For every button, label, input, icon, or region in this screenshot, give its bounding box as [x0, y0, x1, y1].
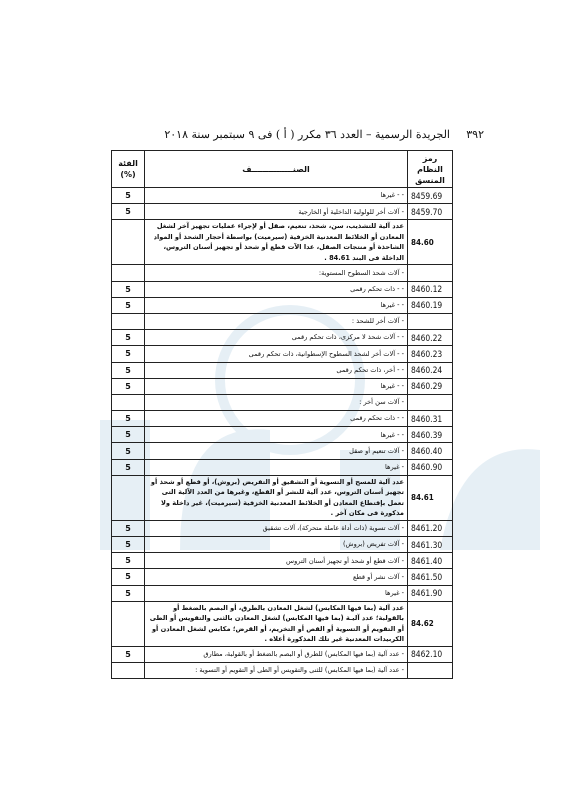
- hs-code-cell: 8460.23: [408, 346, 453, 362]
- table-row: [112, 520, 453, 536]
- hs-code-cell: [408, 662, 453, 678]
- hs-code-cell: 8460.19: [408, 297, 453, 313]
- rate-cell: 5: [112, 569, 145, 585]
- rate-cell: 5: [112, 188, 145, 204]
- rate-cell: 5: [112, 553, 145, 569]
- hs-code-cell: 8459.70: [408, 204, 453, 220]
- table-row: [112, 297, 453, 313]
- table-row: [112, 537, 453, 553]
- table-row: [112, 204, 453, 220]
- rate-cell: [112, 265, 145, 281]
- rate-cell: 5: [112, 427, 145, 443]
- rate-cell: 5: [112, 330, 145, 346]
- table-row: [112, 188, 453, 204]
- hs-code-cell: 84.60: [408, 220, 453, 265]
- hs-code-cell: 8460.12: [408, 281, 453, 297]
- hs-code-cell: 8460.22: [408, 330, 453, 346]
- hs-code-cell: [408, 265, 453, 281]
- description-cell: - آلات قطع أو شحذ أو تجهيز أسنان التروس: [145, 553, 408, 569]
- table-row: [112, 330, 453, 346]
- rate-cell: [112, 662, 145, 678]
- rate-cell: [112, 394, 145, 410]
- rate-cell: 5: [112, 378, 145, 394]
- hs-code-cell: 8460.40: [408, 443, 453, 459]
- hs-code-cell: 84.62: [408, 601, 453, 646]
- description-cell: - آلات شحذ السطوح المستوية:: [145, 265, 408, 281]
- column-header-code: رمز النظام المنسق: [408, 151, 453, 188]
- rate-cell: [112, 475, 145, 520]
- table-row: [112, 378, 453, 394]
- table-header-row: [112, 151, 453, 188]
- description-cell: - آلات تسوية (ذات أداة عاملة متحركة)، آلات تشقيق: [145, 520, 408, 536]
- hs-code-cell: 8462.10: [408, 646, 453, 662]
- description-cell: - غيرها: [145, 459, 408, 475]
- header-title: الجريدة الرسمية – العدد ٣٦ مكرر ( أ ) فى ٩ سبتمبر سنة ٢٠١٨: [164, 128, 450, 141]
- table-row: [112, 265, 453, 281]
- description-cell: عدد آلية للتشذيب، سن، شحذ، تنعيم، صقل أو لإجراء عمليات تجهيز آخر لشغل المعادن أو الخلائط المعدنية الخزفية (سيرميت) بواسطة أحجار الشحذ أو المواد الشاحذة أو منتجات الصقل، عدا الآت قطع أو شحذ أو تجهيز أسنان التروس، الداخلة فى البند 84.61 .: [145, 220, 408, 265]
- table-row: [112, 601, 453, 646]
- description-cell: - آلات نشر أو قطع: [145, 569, 408, 585]
- table-row: [112, 553, 453, 569]
- hs-code-cell: 8460.29: [408, 378, 453, 394]
- description-cell: - - آلات أخر لشحذ السطوح الإسطوانية، ذات تحكم رقمى: [145, 346, 408, 362]
- hs-code-cell: 8461.30: [408, 537, 453, 553]
- description-cell: عدد آلية (بما فيها المكابس) لشغل المعادن بالطرق، أو البصم بالضغط أو بالقولبة؛ عدد آليـة (بما فيها المكابس) لشغل المعادن بالثنى والتقويس أو الطى أو التقويم أو التسوية أو القص أو التخريم، أو القرض؛ مكابس لشغل المعادن أو الكربيدات المعدنية غير تلك المذكورة أعلاه .: [145, 601, 408, 646]
- rate-cell: 5: [112, 537, 145, 553]
- hs-code-cell: 8460.31: [408, 411, 453, 427]
- hs-code-cell: [408, 394, 453, 410]
- description-cell: - آلات تنعيم أو صقل: [145, 443, 408, 459]
- table-row: [112, 585, 453, 601]
- description-cell: - غيرها: [145, 585, 408, 601]
- description-cell: - - غيرها: [145, 188, 408, 204]
- rate-cell: [112, 220, 145, 265]
- rate-cell: 5: [112, 520, 145, 536]
- description-cell: - آلات سن أخر :: [145, 394, 408, 410]
- table-row: [112, 475, 453, 520]
- description-cell: - - غيرها: [145, 427, 408, 443]
- table-row: [112, 281, 453, 297]
- description-cell: - - غيرها: [145, 378, 408, 394]
- description-cell: - عدد آلية (بما فيها المكابس) للطرق أو البصم بالضغط أو بالقولبة، مطارق: [145, 646, 408, 662]
- table-row: [112, 346, 453, 362]
- table-row: [112, 569, 453, 585]
- description-cell: - آلات أخر للولولبة الداخلية أو الخارجية: [145, 204, 408, 220]
- rate-cell: 5: [112, 646, 145, 662]
- page-header: [110, 126, 484, 144]
- table-row: [112, 646, 453, 662]
- hs-code-cell: 84.61: [408, 475, 453, 520]
- rate-cell: 5: [112, 459, 145, 475]
- description-cell: - - ذات تحكم رقمى: [145, 281, 408, 297]
- table-row: [112, 443, 453, 459]
- column-header-rate: الفئة (%): [112, 151, 145, 188]
- rate-cell: 5: [112, 443, 145, 459]
- rate-cell: [112, 601, 145, 646]
- description-cell: - - أخر، ذات تحكم رقمى: [145, 362, 408, 378]
- table-row: [112, 411, 453, 427]
- description-cell: - آلات أخر للشحذ :: [145, 313, 408, 329]
- description-cell: - - غيرها: [145, 297, 408, 313]
- table-row: [112, 459, 453, 475]
- table-body: [112, 188, 453, 679]
- page-number: ٣٩٢: [466, 128, 484, 141]
- column-header-description: الصنـــــــــــــــف: [145, 151, 408, 188]
- hs-code-cell: 8460.24: [408, 362, 453, 378]
- hs-code-cell: 8460.39: [408, 427, 453, 443]
- rate-cell: 5: [112, 346, 145, 362]
- table-row: [112, 313, 453, 329]
- rate-cell: 5: [112, 411, 145, 427]
- table-row: [112, 662, 453, 678]
- table-row: [112, 362, 453, 378]
- table-row: [112, 220, 453, 265]
- hs-code-cell: 8459.69: [408, 188, 453, 204]
- hs-code-cell: 8461.40: [408, 553, 453, 569]
- rate-cell: 5: [112, 362, 145, 378]
- tariff-table: [111, 150, 453, 679]
- rate-cell: 5: [112, 281, 145, 297]
- rate-cell: 5: [112, 585, 145, 601]
- description-cell: عدد آلية للمسح أو التسوية أو التشقيق أو التفريض (بروش)، أو قطع أو شحذ أو تجهيز أسنان التروس، عدد آلية للنشر أو القطع، وغيرها من العدد الآلية التى تعمل بإقتطاع المعادن أو الخلائط المعدنية الخزفية (سيرميت)، غير داخلة ولا مذكورة فى مكان آخر .: [145, 475, 408, 520]
- hs-code-cell: 8461.50: [408, 569, 453, 585]
- description-cell: - - ذات تحكم رقمى: [145, 411, 408, 427]
- hs-code-cell: 8461.20: [408, 520, 453, 536]
- rate-cell: 5: [112, 297, 145, 313]
- description-cell: - - آلات شحذ لا مركزى، ذات تحكم رقمى: [145, 330, 408, 346]
- table-row: [112, 427, 453, 443]
- description-cell: - عدد آلية (بما فيها المكابس) للثنى والتقويس أو الطى أو التقويم أو التسوية :: [145, 662, 408, 678]
- description-cell: - آلات تفريض (بروش): [145, 537, 408, 553]
- hs-code-cell: 8460.90: [408, 459, 453, 475]
- hs-code-cell: 8461.90: [408, 585, 453, 601]
- rate-cell: 5: [112, 204, 145, 220]
- table-row: [112, 394, 453, 410]
- rate-cell: [112, 313, 145, 329]
- hs-code-cell: [408, 313, 453, 329]
